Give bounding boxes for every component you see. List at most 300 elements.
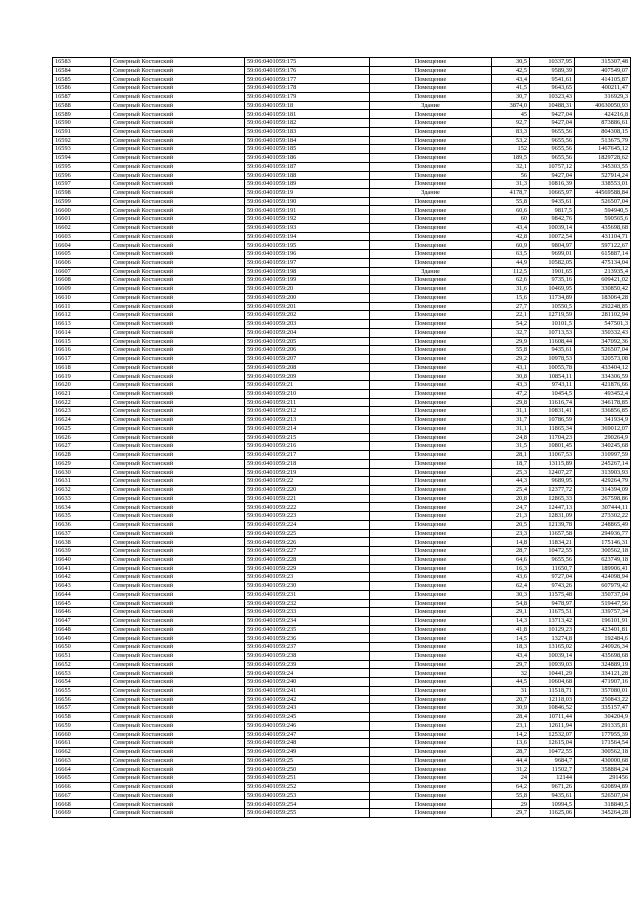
table-row — [53, 512, 631, 521]
district-name: Северный Костанский — [111, 704, 245, 713]
district-name: Северный Костанский — [111, 791, 245, 800]
table-row — [53, 617, 631, 626]
district-name: Северный Костанский — [111, 765, 245, 774]
cadastral-number: 59:06:0401059:211 — [245, 398, 370, 407]
table-row — [53, 582, 631, 591]
specific-value: 1901,65 — [530, 267, 575, 276]
district-name: Северный Костанский — [111, 381, 245, 390]
row-number: 16603 — [53, 232, 111, 241]
table-row — [53, 520, 631, 529]
table-row — [53, 154, 631, 163]
row-number: 16642 — [53, 573, 111, 582]
row-number: 16666 — [53, 782, 111, 791]
district-name: Северный Костанский — [111, 75, 245, 84]
cadastral-number: 59:06:0401059:193 — [245, 223, 370, 232]
specific-value: 10039,14 — [530, 223, 575, 232]
district-name: Северный Костанский — [111, 302, 245, 311]
cadastral-number: 59:06:0401059:192 — [245, 215, 370, 224]
area: 60,6 — [492, 206, 530, 215]
row-number: 16645 — [53, 599, 111, 608]
specific-value: 10055,78 — [530, 363, 575, 372]
district-name: Северный Костанский — [111, 625, 245, 634]
specific-value: 9655,56 — [530, 136, 575, 145]
row-number: 16669 — [53, 809, 111, 818]
cadastral-number: 59:06:0401059:222 — [245, 503, 370, 512]
cadastral-number: 59:06:0401059:191 — [245, 206, 370, 215]
cadastral-value: 620894,89 — [575, 782, 631, 791]
cadastral-value: 315307,48 — [575, 58, 631, 67]
cadastral-number: 59:06:0401059:205 — [245, 337, 370, 346]
district-name: Северный Костанский — [111, 459, 245, 468]
cadastral-value: 435698,68 — [575, 651, 631, 660]
cadastral-value: 1829728,62 — [575, 154, 631, 163]
row-number: 16625 — [53, 424, 111, 433]
district-name: Северный Костанский — [111, 512, 245, 521]
cadastral-number: 59:06:0401059:197 — [245, 258, 370, 267]
table-row — [53, 84, 631, 93]
specific-value: 9655,56 — [530, 154, 575, 163]
row-number: 16626 — [53, 433, 111, 442]
cadastral-number: 59:06:0401059:186 — [245, 154, 370, 163]
cadastral-value: 281102,94 — [575, 311, 631, 320]
specific-value: 10039,14 — [530, 651, 575, 660]
cadastral-value: 324889,19 — [575, 660, 631, 669]
cadastral-value: 291335,81 — [575, 721, 631, 730]
specific-value: 10786,59 — [530, 416, 575, 425]
area: 83,3 — [492, 127, 530, 136]
area: 14,8 — [492, 538, 530, 547]
object-type: Помещение — [370, 512, 492, 521]
cadastral-value: 314394,09 — [575, 485, 631, 494]
table-row — [53, 110, 631, 119]
table-row — [53, 232, 631, 241]
cadastral-number: 59:06:0401059:199 — [245, 276, 370, 285]
table-row — [53, 320, 631, 329]
area: 15,6 — [492, 293, 530, 302]
object-type: Помещение — [370, 782, 492, 791]
object-type: Помещение — [370, 424, 492, 433]
table-row — [53, 590, 631, 599]
row-number: 16635 — [53, 512, 111, 521]
row-number: 16631 — [53, 477, 111, 486]
cadastral-number: 59:06:0401059:218 — [245, 459, 370, 468]
area: 30,5 — [492, 58, 530, 67]
cadastral-number: 59:06:0401059:208 — [245, 363, 370, 372]
row-number: 16617 — [53, 354, 111, 363]
district-name: Северный Костанский — [111, 547, 245, 556]
object-type: Помещение — [370, 477, 492, 486]
table-row — [53, 739, 631, 748]
object-type: Здание — [370, 101, 492, 110]
specific-value: 9684,7 — [530, 756, 575, 765]
area: 20,8 — [492, 494, 530, 503]
table-row — [53, 346, 631, 355]
cadastral-number: 59:06:0401059:188 — [245, 171, 370, 180]
object-type: Помещение — [370, 765, 492, 774]
cadastral-number: 59:06:0401059:241 — [245, 686, 370, 695]
district-name: Северный Костанский — [111, 529, 245, 538]
cadastral-value: 40630050,93 — [575, 101, 631, 110]
table-row — [53, 119, 631, 128]
district-name: Северный Костанский — [111, 564, 245, 573]
object-type: Помещение — [370, 442, 492, 451]
cadastral-value: 300562,18 — [575, 748, 631, 757]
object-type: Помещение — [370, 92, 492, 101]
cadastral-value: 527914,24 — [575, 171, 631, 180]
cadastral-value: 304204,9 — [575, 713, 631, 722]
district-name: Северный Костанский — [111, 555, 245, 564]
area: 31,7 — [492, 416, 530, 425]
row-number: 16638 — [53, 538, 111, 547]
cadastral-number: 59:06:0401059:247 — [245, 730, 370, 739]
cadastral-number: 59:06:0401059:207 — [245, 354, 370, 363]
cadastral-number: 59:06:0401059:175 — [245, 58, 370, 67]
district-name: Северный Костанский — [111, 599, 245, 608]
cadastral-number: 59:06:0401059:249 — [245, 748, 370, 757]
cadastral-number: 59:06:0401059:238 — [245, 651, 370, 660]
table-body — [53, 58, 631, 818]
specific-value: 9478,97 — [530, 599, 575, 608]
area: 29,8 — [492, 398, 530, 407]
specific-value: 11502,7 — [530, 765, 575, 774]
cadastral-value: 475134,04 — [575, 258, 631, 267]
cadastral-value: 433404,12 — [575, 363, 631, 372]
table-row — [53, 206, 631, 215]
object-type: Помещение — [370, 564, 492, 573]
area: 24 — [492, 774, 530, 783]
row-number: 16592 — [53, 136, 111, 145]
area: 29,1 — [492, 608, 530, 617]
table-row — [53, 678, 631, 687]
area: 31,6 — [492, 285, 530, 294]
specific-value: 13115,89 — [530, 459, 575, 468]
area: 18,3 — [492, 643, 530, 652]
table-row — [53, 477, 631, 486]
table-row — [53, 774, 631, 783]
cadastral-number: 59:06:0401059:224 — [245, 520, 370, 529]
row-number: 16584 — [53, 66, 111, 75]
object-type: Помещение — [370, 704, 492, 713]
row-number: 16586 — [53, 84, 111, 93]
specific-value: 9727,04 — [530, 573, 575, 582]
cadastral-number: 59:06:0401059:196 — [245, 250, 370, 259]
row-number: 16651 — [53, 651, 111, 660]
cadastral-number: 59:06:0401059:239 — [245, 660, 370, 669]
area: 29,2 — [492, 354, 530, 363]
object-type: Помещение — [370, 119, 492, 128]
table-row — [53, 459, 631, 468]
cadastral-number: 59:06:0401059:250 — [245, 765, 370, 774]
district-name: Северный Костанский — [111, 285, 245, 294]
specific-value: 11518,71 — [530, 686, 575, 695]
table-row — [53, 547, 631, 556]
district-name: Северный Костанский — [111, 774, 245, 783]
area: 92,7 — [492, 119, 530, 128]
cadastral-value: 430000,68 — [575, 756, 631, 765]
row-number: 16653 — [53, 669, 111, 678]
district-name: Северный Костанский — [111, 215, 245, 224]
district-name: Северный Костанский — [111, 590, 245, 599]
cadastral-number: 59:06:0401059:243 — [245, 704, 370, 713]
specific-value: 12865,33 — [530, 494, 575, 503]
cadastral-number: 59:06:0401059:229 — [245, 564, 370, 573]
specific-value: 11650,7 — [530, 564, 575, 573]
district-name: Северный Костанский — [111, 660, 245, 669]
area: 112,5 — [492, 267, 530, 276]
specific-value: 9589,39 — [530, 66, 575, 75]
cadastral-value: 345264,28 — [575, 809, 631, 818]
table-row — [53, 756, 631, 765]
object-type: Помещение — [370, 58, 492, 67]
row-number: 16659 — [53, 721, 111, 730]
area: 55,8 — [492, 197, 530, 206]
object-type: Помещение — [370, 398, 492, 407]
cadastral-number: 59:06:0401059:226 — [245, 538, 370, 547]
object-type: Помещение — [370, 311, 492, 320]
cadastral-value: 245267,14 — [575, 459, 631, 468]
specific-value: 10582,05 — [530, 258, 575, 267]
table-row — [53, 503, 631, 512]
cadastral-value: 290264,9 — [575, 433, 631, 442]
area: 28,1 — [492, 451, 530, 460]
object-type: Помещение — [370, 206, 492, 215]
area: 31 — [492, 686, 530, 695]
cadastral-number: 59:06:0401059:22 — [245, 477, 370, 486]
area: 29,7 — [492, 809, 530, 818]
cadastral-number: 59:06:0401059:233 — [245, 608, 370, 617]
cadastral-value: 338553,01 — [575, 180, 631, 189]
cadastral-number: 59:06:0401059:190 — [245, 197, 370, 206]
area: 29,9 — [492, 337, 530, 346]
specific-value: 11608,44 — [530, 337, 575, 346]
district-name: Северный Костанский — [111, 442, 245, 451]
table-row — [53, 189, 631, 198]
cadastral-number: 59:06:0401059:177 — [245, 75, 370, 84]
district-name: Северный Костанский — [111, 573, 245, 582]
district-name: Северный Костанский — [111, 241, 245, 250]
object-type: Помещение — [370, 538, 492, 547]
district-name: Северный Костанский — [111, 800, 245, 809]
cadastral-number: 59:06:0401059:181 — [245, 110, 370, 119]
district-name: Северный Костанский — [111, 171, 245, 180]
specific-value: 12719,59 — [530, 311, 575, 320]
object-type: Помещение — [370, 625, 492, 634]
area: 41,5 — [492, 84, 530, 93]
area: 30,9 — [492, 704, 530, 713]
row-number: 16665 — [53, 774, 111, 783]
cadastral-value: 292248,85 — [575, 302, 631, 311]
area: 14,5 — [492, 634, 530, 643]
area: 32 — [492, 669, 530, 678]
object-type: Помещение — [370, 381, 492, 390]
table-row — [53, 538, 631, 547]
row-number: 16591 — [53, 127, 111, 136]
area: 44,3 — [492, 477, 530, 486]
table-row — [53, 127, 631, 136]
cadastral-value: 345303,55 — [575, 162, 631, 171]
row-number: 16629 — [53, 459, 111, 468]
table-row — [53, 433, 631, 442]
cadastral-number: 59:06:0401059:232 — [245, 599, 370, 608]
specific-value: 10472,55 — [530, 547, 575, 556]
area: 64,6 — [492, 555, 530, 564]
district-name: Северный Костанский — [111, 232, 245, 241]
district-name: Северный Костанский — [111, 433, 245, 442]
table-row — [53, 66, 631, 75]
cadastral-number: 59:06:0401059:198 — [245, 267, 370, 276]
table-row — [53, 686, 631, 695]
object-type: Здание — [370, 267, 492, 276]
cadastral-value: 248865,49 — [575, 520, 631, 529]
cadastral-value: 519447,56 — [575, 599, 631, 608]
table-row — [53, 162, 631, 171]
specific-value: 10101,5 — [530, 320, 575, 329]
specific-value: 10978,53 — [530, 354, 575, 363]
specific-value: 12407,27 — [530, 468, 575, 477]
area: 53,2 — [492, 136, 530, 145]
row-number: 16650 — [53, 643, 111, 652]
table-row — [53, 730, 631, 739]
district-name: Северный Костанский — [111, 127, 245, 136]
table-row — [53, 634, 631, 643]
object-type: Помещение — [370, 407, 492, 416]
row-number: 16630 — [53, 468, 111, 477]
specific-value: 10469,95 — [530, 285, 575, 294]
table-row — [53, 223, 631, 232]
cadastral-value: 346178,85 — [575, 398, 631, 407]
table-row — [53, 442, 631, 451]
cadastral-number: 59:06:0401059:240 — [245, 678, 370, 687]
area: 13,6 — [492, 739, 530, 748]
row-number: 16632 — [53, 485, 111, 494]
row-number: 16601 — [53, 215, 111, 224]
district-name: Северный Костанский — [111, 756, 245, 765]
object-type: Помещение — [370, 791, 492, 800]
cadastral-number: 59:06:0401059:204 — [245, 328, 370, 337]
specific-value: 9643,65 — [530, 84, 575, 93]
row-number: 16602 — [53, 223, 111, 232]
area: 28,7 — [492, 547, 530, 556]
row-number: 16667 — [53, 791, 111, 800]
row-number: 16661 — [53, 739, 111, 748]
specific-value: 11834,21 — [530, 538, 575, 547]
specific-value: 10939,03 — [530, 660, 575, 669]
cadastral-number: 59:06:0401059:227 — [245, 547, 370, 556]
row-number: 16616 — [53, 346, 111, 355]
table-row — [53, 643, 631, 652]
row-number: 16657 — [53, 704, 111, 713]
specific-value: 10846,52 — [530, 704, 575, 713]
cadastral-number: 59:06:0401059:203 — [245, 320, 370, 329]
cadastral-value: 189906,41 — [575, 564, 631, 573]
area: 54,8 — [492, 599, 530, 608]
specific-value: 13274,8 — [530, 634, 575, 643]
table-row — [53, 145, 631, 154]
object-type: Помещение — [370, 617, 492, 626]
cadastral-number: 59:06:0401059:18 — [245, 101, 370, 110]
table-row — [53, 389, 631, 398]
district-name: Северный Костанский — [111, 503, 245, 512]
row-number: 16648 — [53, 625, 111, 634]
object-type: Помещение — [370, 389, 492, 398]
cadastral-value: 804308,15 — [575, 127, 631, 136]
cadastral-number: 59:06:0401059:217 — [245, 451, 370, 460]
object-type: Помещение — [370, 171, 492, 180]
district-name: Северный Костанский — [111, 582, 245, 591]
object-type: Помещение — [370, 520, 492, 529]
object-type: Помещение — [370, 110, 492, 119]
specific-value: 9689,95 — [530, 477, 575, 486]
cadastral-value: 615887,14 — [575, 250, 631, 259]
area: 23,1 — [492, 721, 530, 730]
cadastral-number: 59:06:0401059:195 — [245, 241, 370, 250]
district-name: Северный Костанский — [111, 669, 245, 678]
district-name: Северный Костанский — [111, 809, 245, 818]
district-name: Северный Костанский — [111, 721, 245, 730]
cadastral-value: 594940,5 — [575, 206, 631, 215]
specific-value: 9735,16 — [530, 276, 575, 285]
area: 45 — [492, 110, 530, 119]
district-name: Северный Костанский — [111, 66, 245, 75]
cadastral-value: 414105,87 — [575, 75, 631, 84]
specific-value: 9743,26 — [530, 582, 575, 591]
area: 43,3 — [492, 381, 530, 390]
cadastral-number: 59:06:0401059:231 — [245, 590, 370, 599]
specific-value: 9817,5 — [530, 206, 575, 215]
table-row — [53, 599, 631, 608]
table-row — [53, 485, 631, 494]
cadastral-number: 59:06:0401059:21 — [245, 381, 370, 390]
cadastral-value: 339757,34 — [575, 608, 631, 617]
cadastral-value: 400211,47 — [575, 84, 631, 93]
object-type: Помещение — [370, 293, 492, 302]
row-number: 16621 — [53, 389, 111, 398]
specific-value: 10472,55 — [530, 748, 575, 757]
area: 43,6 — [492, 573, 530, 582]
object-type: Помещение — [370, 608, 492, 617]
cadastral-value: 424098,94 — [575, 573, 631, 582]
table-row — [53, 573, 631, 582]
district-name: Северный Костанский — [111, 328, 245, 337]
district-name: Северный Костанский — [111, 346, 245, 355]
area: 22,1 — [492, 311, 530, 320]
district-name: Северный Костанский — [111, 136, 245, 145]
specific-value: 10454,5 — [530, 389, 575, 398]
specific-value: 11575,48 — [530, 590, 575, 599]
table-row — [53, 293, 631, 302]
cadastral-number: 59:06:0401059:19 — [245, 189, 370, 198]
object-type: Помещение — [370, 276, 492, 285]
table-row — [53, 75, 631, 84]
table-row — [53, 765, 631, 774]
object-type: Помещение — [370, 433, 492, 442]
cadastral-number: 59:06:0401059:252 — [245, 782, 370, 791]
object-type: Помещение — [370, 416, 492, 425]
cadastral-number: 59:06:0401059:212 — [245, 407, 370, 416]
cadastral-value: 526507,04 — [575, 197, 631, 206]
table-row — [53, 555, 631, 564]
row-number: 16636 — [53, 520, 111, 529]
object-type: Помещение — [370, 730, 492, 739]
cadastral-value: 431104,71 — [575, 232, 631, 241]
area: 63,5 — [492, 250, 530, 259]
area: 31,3 — [492, 180, 530, 189]
object-type: Помещение — [370, 285, 492, 294]
cadastral-number: 59:06:0401059:223 — [245, 512, 370, 521]
specific-value: 12447,13 — [530, 503, 575, 512]
table-row — [53, 215, 631, 224]
object-type: Помещение — [370, 197, 492, 206]
